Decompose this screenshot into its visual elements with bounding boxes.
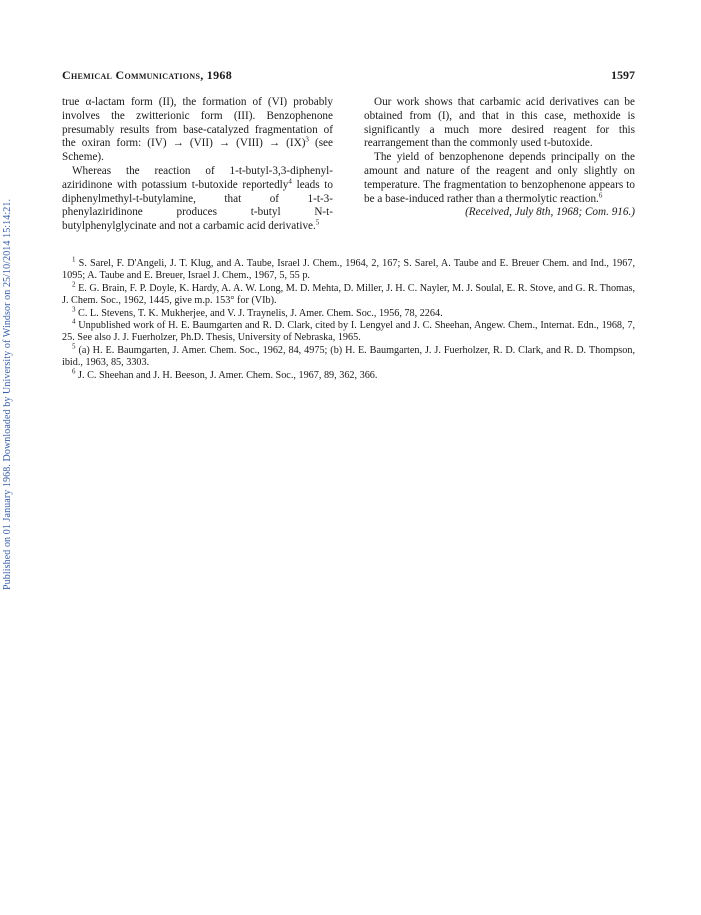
footnote: $^1$ S. Sarel, F. D'Angeli, J. T. Klug, and A. Taube, Israel J. Chem., 1964, 2, 167; S. Sarel, A. Taube and E. Breuer Chem. and Ind., 1967, 1095; A. Taube and E. Breuer, Israel J. Chem., 1967, 5, 55 p. xyxy=(62,255,636,282)
reference-marker: 5 xyxy=(315,218,320,227)
footnotes xyxy=(62,255,636,382)
footnote: $^5$ (a) H. E. Baumgarten, J. Amer. Chem. Soc., 1962, 84, 4975; (b) H. E. Baumgarten, J. J. Fuerholzer, R. D. Clark, and R. D. Thompson, ibid., 1963, 85, 3303. xyxy=(62,342,635,369)
right-column xyxy=(364,96,635,220)
footnote: $^3$ C. L. Stevens, T. K. Mukherjee, and V. J. Traynelis, J. Amer. Chem. Soc., 1956, 78, 2264. xyxy=(72,305,443,319)
paragraph: true α-lactam form (II), the formation of (VI) probably involves the zwitterionic form (III). Benzophenone presumably results from base-catalyzed fragmentation of the oxiran form: (IV) → (VII) → (VIII) → (IX)$^3$ (see Scheme). xyxy=(62,96,333,164)
left-column xyxy=(62,96,333,234)
paragraph: Whereas the reaction of 1-t-butyl-3,3-diphenyl-aziridinone with potassium t-butoxide reportedly$^4$ leads to diphenylmethyl-t-butylamine, that of 1-t-3-phenylaziridinone produces t-butyl N-t-butylphenylglycinate and not a carbamic acid derivative.$^5$ xyxy=(62,164,333,233)
paragraph: Our work shows that carbamic acid derivatives can be obtained from (I), and that in this case, methoxide is significantly a much more desired reagent for this rearrangement than the commonly used t-butoxide. xyxy=(364,96,635,150)
journal-title: Chemical Communications, 1968 xyxy=(62,68,232,82)
paragraph: The yield of benzophenone depends principally on the amount and nature of the reagent and only slightly on temperature. The fragmentation to benzophenone appears to be a base-induced rather than a thermolytic reaction.$^6$ xyxy=(364,151,635,205)
page-number: 1597 xyxy=(611,68,635,82)
reference-marker: 6 xyxy=(598,190,603,199)
page-header xyxy=(62,68,635,84)
reference-marker: 3 xyxy=(305,135,309,144)
received-date: (Received, July 8th, 1968; Com. 916.) xyxy=(465,206,635,219)
footnote: $^2$ E. G. Brain, F. P. Doyle, K. Hardy, A. A. W. Long, M. D. Mehta, D. Miller, J. H. C. Nayler, M. J. Soulal, E. R. Stove, and G. R. Thomas, J. Chem. Soc., 1962, 1445, give m.p. 153° for (VIb). xyxy=(62,280,636,307)
footnote: $^6$ J. C. Sheehan and J. H. Beeson, J. Amer. Chem. Soc., 1967, 89, 362, 366. xyxy=(72,367,378,381)
footnote: $^4$ Unpublished work of H. E. Baumgarten and R. D. Clark, cited by I. Lengyel and J. C. Sheehan, Angew. Chem., Internat. Edn., 1968, 7, 25. See also J. J. Fuerholzer, Ph.D. Thesis, University of Nebraska, 1965. xyxy=(62,317,635,344)
download-watermark: Published on 01 January 1968. Downloaded by University of Windsor on 25/10/2014 15:14:21. xyxy=(2,198,13,590)
reference-marker: 4 xyxy=(288,177,292,186)
